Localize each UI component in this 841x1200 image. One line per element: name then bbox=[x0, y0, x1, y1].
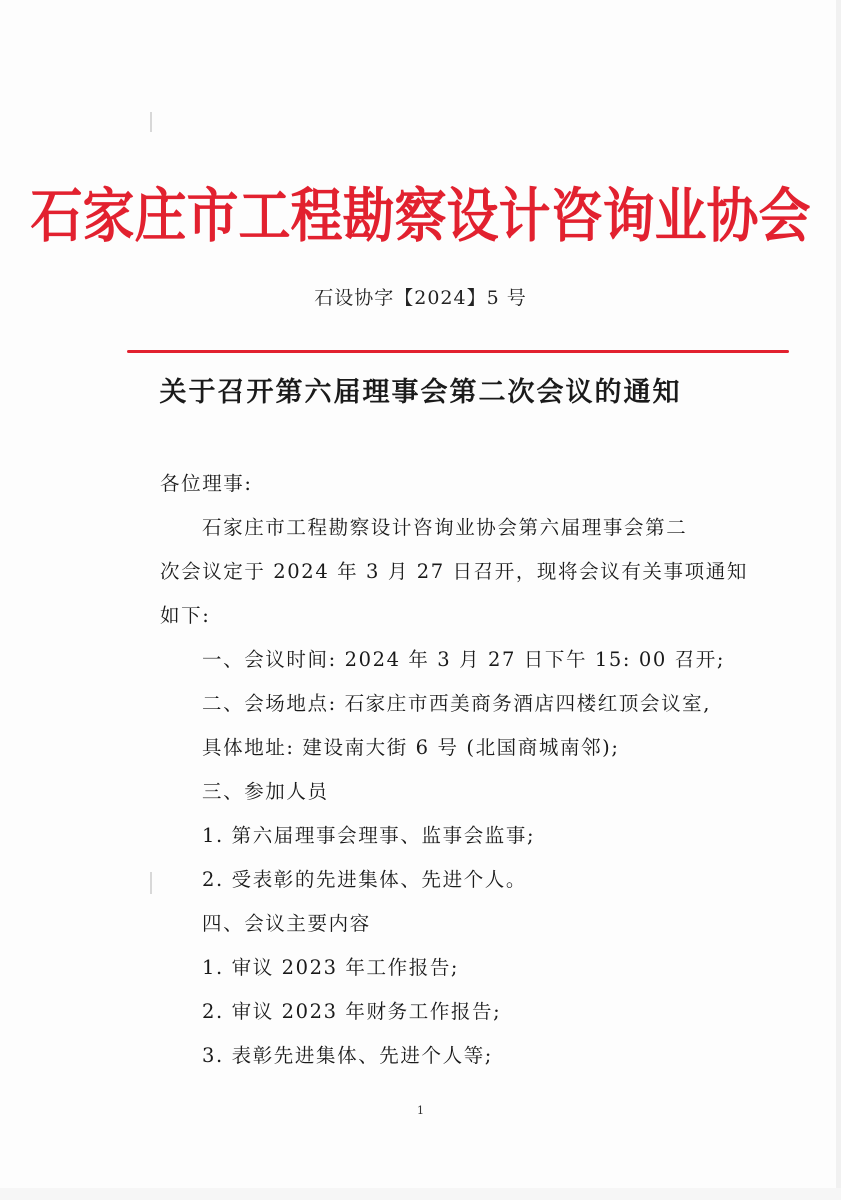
intro-line: 石家庄市工程勘察设计咨询业协会第六届理事会第二 bbox=[202, 516, 688, 539]
list-item: 2. 受表彰的先进集体、先进个人。 bbox=[202, 868, 528, 891]
red-divider-rule bbox=[127, 350, 789, 353]
organization-header: 石家庄市工程勘察设计咨询业协会 bbox=[30, 182, 811, 251]
page-number: 1 bbox=[417, 1104, 424, 1117]
list-item: 1. 第六届理事会理事、监事会监事; bbox=[202, 824, 536, 847]
list-item: 1. 审议 2023 年工作报告; bbox=[202, 956, 460, 979]
scan-artifact-line bbox=[150, 872, 152, 894]
intro-line: 次会议定于 2024 年 3 月 27 日召开，现将会议有关事项通知 bbox=[160, 560, 748, 583]
list-item: 3. 表彰先进集体、先进个人等; bbox=[202, 1044, 493, 1067]
list-item: 二、会场地点: 石家庄市西美商务酒店四楼红顶会议室, bbox=[202, 692, 712, 715]
scan-artifact-line bbox=[0, 1188, 841, 1200]
list-item: 一、会议时间: 2024 年 3 月 27 日下午 15: 00 召开; bbox=[202, 648, 726, 671]
list-item: 四、会议主要内容 bbox=[202, 912, 371, 935]
list-item: 2. 审议 2023 年财务工作报告; bbox=[202, 1000, 502, 1023]
notice-body bbox=[160, 462, 775, 1078]
salutation: 各位理事: bbox=[160, 472, 253, 495]
intro-line: 如下: bbox=[160, 604, 211, 627]
list-item: 三、参加人员 bbox=[202, 780, 329, 803]
list-item: 具体地址: 建设南大街 6 号 (北国商城南邻); bbox=[202, 736, 620, 759]
notice-title: 关于召开第六届理事会第二次会议的通知 bbox=[159, 377, 682, 408]
scan-artifact-line bbox=[150, 112, 152, 132]
document-number: 石设协字【2024】5 号 bbox=[314, 287, 527, 309]
